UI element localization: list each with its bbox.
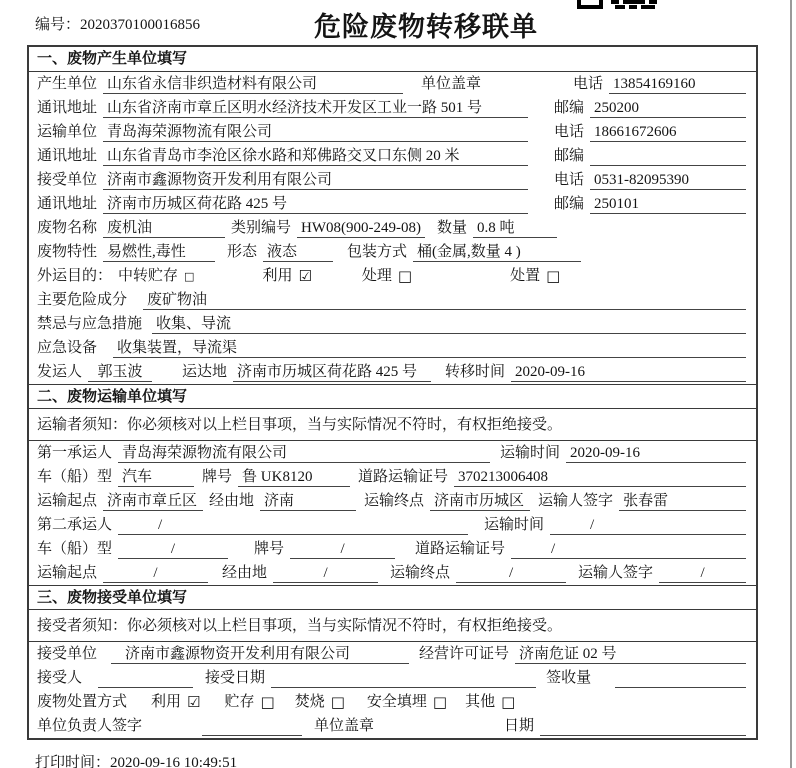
checkbox-unchecked-icon: □ [501, 693, 516, 711]
vehicle-type-label: 车（船）型 [37, 469, 113, 485]
row-waste-character [29, 240, 756, 264]
disposal-option-incinerate [295, 693, 345, 712]
row-producer-address [29, 96, 756, 120]
phone-value: 18661672606 [590, 123, 746, 142]
print-time-label: 打印时间： [35, 755, 111, 768]
option-label: 焚烧 [294, 694, 325, 710]
main-hazard-label: 主要危险成分 [37, 292, 128, 308]
end-label: 运输终点 [364, 493, 425, 509]
option-label: 处置 [510, 268, 541, 284]
unit-seal-label: 单位盖章 [314, 718, 375, 734]
row-receiver-address [29, 192, 756, 216]
disposal-method-label: 废物处置方式 [37, 694, 128, 710]
packing-label: 包装方式 [347, 244, 408, 260]
serial-value: 2020370100016856 [80, 17, 201, 33]
zip-value: 250101 [590, 195, 746, 214]
row-main-hazard [29, 288, 756, 312]
form-state-value: 液态 [263, 243, 333, 262]
section2-notice: 运输者须知：你必须核对以上栏目事项，当与实际情况不符时，有权拒绝接受。 [29, 409, 756, 441]
checkbox-unchecked-icon: □ [546, 267, 561, 285]
transporter-sign-value: 张春雷 [619, 492, 746, 511]
page-title: 危险废物转移联单 [314, 12, 538, 42]
checkbox-unchecked-icon: □ [260, 693, 275, 711]
address-value: 山东省济南市章丘区明水经济技术开发区工业一路 501 号 [103, 99, 528, 118]
receive-date-value [271, 669, 536, 688]
receive-unit-value: 济南市鑫源物资开发利用有限公司 [103, 171, 528, 190]
origin-value: 济南市章丘区 [103, 492, 203, 511]
row-receiver [29, 666, 756, 690]
second-carrier-value: / [118, 516, 468, 535]
outbound-purpose-label: 外运目的： [37, 268, 113, 284]
phone-value: 0531-82095390 [590, 171, 746, 190]
transport-unit-value: 青岛海荣源物流有限公司 [103, 123, 528, 142]
phone-label: 电话 [554, 124, 585, 140]
second-carrier-label: 第二承运人 [37, 517, 113, 533]
print-time-value: 2020-09-16 10:49:51 [110, 755, 238, 768]
waste-character-label: 废物特性 [37, 244, 98, 260]
option-label: 安全填埋 [366, 694, 427, 710]
receiver-value [98, 669, 193, 688]
produce-unit-label: 产生单位 [37, 76, 98, 92]
vehicle-type-value: / [118, 540, 228, 559]
category-no-label: 类别编号 [231, 220, 292, 236]
row-taboo-measures [29, 312, 756, 336]
date-label: 日期 [504, 718, 535, 734]
quantity-value: 0.8 吨 [473, 219, 557, 238]
plate-no-value: / [290, 540, 395, 559]
option-label: 贮存 [224, 694, 255, 710]
consignor-label: 发运人 [37, 364, 83, 380]
via-label: 经由地 [222, 565, 268, 581]
destination-value: 济南市历城区荷花路 425 号 [233, 363, 431, 382]
waste-character-value: 易燃性,毒性 [103, 243, 215, 262]
serial-label: 编号： [35, 17, 81, 33]
end-label: 运输终点 [390, 565, 451, 581]
row-transport-unit [29, 120, 756, 144]
plate-no-label: 牌号 [202, 469, 233, 485]
via-value: / [273, 564, 378, 583]
row-vehicle-2 [29, 537, 756, 561]
receive-unit-value: 济南市鑫源物资开发利用有限公司 [111, 645, 409, 664]
transporter-sign-label: 运输人签字 [538, 493, 614, 509]
option-label: 处理 [361, 268, 392, 284]
sign-quantity-value [615, 669, 746, 688]
phone-label: 电话 [573, 76, 604, 92]
first-carrier-value: 青岛海荣源物流有限公司 [118, 444, 490, 463]
transfer-time-value: 2020-09-16 [511, 363, 746, 382]
transfer-time-label: 转移时间 [445, 364, 506, 380]
transport-time-value: / [550, 516, 746, 535]
road-permit-value: 370213006408 [454, 468, 746, 487]
waste-name-label: 废物名称 [37, 220, 98, 236]
checkbox-checked-icon: ☑ [298, 267, 312, 285]
receiver-label: 接受人 [37, 670, 83, 686]
row-waste-name [29, 216, 756, 240]
section2-heading: 二、废物运输单位填写 [29, 384, 756, 409]
qr-code-fragment [577, 0, 657, 9]
address-label: 通讯地址 [37, 148, 98, 164]
end-value: / [456, 564, 566, 583]
zip-value [590, 147, 746, 166]
row-disposal-method [29, 690, 756, 714]
origin-label: 运输起点 [37, 493, 98, 509]
address-label: 通讯地址 [37, 196, 98, 212]
row-produce-unit [29, 72, 756, 96]
main-hazard-value: 废矿物油 [143, 291, 746, 310]
section3-notice: 接受者须知：你必须核对以上栏目事项，当与实际情况不符时，有权拒绝接受。 [29, 610, 756, 642]
row-second-carrier [29, 513, 756, 537]
phone-label: 电话 [554, 172, 585, 188]
emergency-equipment-value: 收集装置，导流渠 [113, 339, 746, 358]
via-value: 济南 [260, 492, 356, 511]
origin-label: 运输起点 [37, 565, 98, 581]
option-label: 利用 [151, 694, 182, 710]
road-permit-label: 道路运输证号 [415, 541, 506, 557]
transporter-sign-value: / [659, 564, 746, 583]
disposal-option-storage [224, 693, 274, 712]
origin-value: / [103, 564, 208, 583]
row-vehicle-1 [29, 465, 756, 489]
print-time-line [35, 751, 237, 768]
category-no-value: HW08(900-249-08) [297, 219, 425, 238]
row-head-signature [29, 714, 756, 738]
produce-unit-value: 山东省永信非织造材料有限公司 [103, 75, 403, 94]
option-label: 利用 [262, 268, 293, 284]
row-consignor [29, 360, 756, 384]
receive-date-label: 接受日期 [204, 670, 265, 686]
zip-label: 邮编 [554, 196, 585, 212]
packing-value: 桶(金属,数量 4 ) [413, 243, 581, 262]
disposal-option-landfill [367, 693, 447, 712]
first-carrier-label: 第一承运人 [37, 445, 113, 461]
vehicle-type-label: 车（船）型 [37, 541, 113, 557]
row-receive-unit [29, 168, 756, 192]
transport-time-label: 运输时间 [500, 445, 561, 461]
vehicle-type-value: 汽车 [118, 468, 194, 487]
transport-time-value: 2020-09-16 [566, 444, 746, 463]
row-outbound-purpose [29, 264, 756, 288]
row-route-1 [29, 489, 756, 513]
address-value: 济南市历城区荷花路 425 号 [103, 195, 528, 214]
transport-time-label: 运输时间 [484, 517, 545, 533]
license-value: 济南危证 02 号 [515, 645, 746, 664]
form-state-label: 形态 [227, 244, 258, 260]
row-transporter-address [29, 144, 756, 168]
receive-unit-label: 接受单位 [37, 172, 98, 188]
head-sign-value [202, 717, 302, 736]
destination-label: 运达地 [182, 364, 228, 380]
receive-unit-label: 接受单位 [37, 646, 98, 662]
option-label: 中转贮存 [118, 268, 179, 284]
disposal-option-utilize [151, 693, 200, 712]
section3-heading: 三、废物接受单位填写 [29, 585, 756, 610]
row-receive-unit-3 [29, 642, 756, 666]
sign-quantity-label: 签收量 [546, 670, 592, 686]
road-permit-value: / [511, 540, 746, 559]
taboo-value: 收集、导流 [152, 315, 746, 334]
zip-label: 邮编 [554, 100, 585, 116]
license-label: 经营许可证号 [419, 646, 510, 662]
taboo-label: 禁忌与应急措施 [37, 316, 143, 332]
unit-seal-label: 单位盖章 [421, 76, 482, 92]
scan-page-edge-line [790, 0, 792, 768]
manifest-form-table [27, 45, 758, 740]
plate-no-value: 鲁 UK8120 [238, 468, 350, 487]
transporter-sign-label: 运输人签字 [578, 565, 654, 581]
checkbox-unchecked-icon: □ [432, 693, 448, 711]
purpose-option-treat [362, 267, 412, 286]
checkbox-unchecked-icon: □ [397, 267, 413, 285]
checkbox-unchecked-icon: □ [330, 693, 345, 711]
checkbox-unchecked-icon: □ [184, 270, 195, 283]
transport-unit-label: 运输单位 [37, 124, 98, 140]
quantity-label: 数量 [437, 220, 468, 236]
purpose-option-transfer-storage [118, 267, 194, 286]
row-route-2 [29, 561, 756, 585]
head-sign-label: 单位负责人签字 [37, 718, 143, 734]
purpose-option-dispose [510, 267, 560, 286]
purpose-option-utilize [262, 267, 311, 286]
section1-heading: 一、废物产生单位填写 [29, 47, 756, 72]
phone-value: 13854169160 [609, 75, 746, 94]
end-value: 济南市历城区 [430, 492, 530, 511]
row-emergency-equipment [29, 336, 756, 360]
zip-value: 250200 [590, 99, 746, 118]
via-label: 经由地 [209, 493, 255, 509]
option-label: 其他 [465, 694, 496, 710]
checkbox-checked-icon: ☑ [187, 693, 201, 711]
address-label: 通讯地址 [37, 100, 98, 116]
disposal-option-other [465, 693, 515, 712]
road-permit-label: 道路运输证号 [358, 469, 449, 485]
address-value: 山东省青岛市李沧区徐水路和郑佛路交叉口东侧 20 米 [103, 147, 528, 166]
plate-no-label: 牌号 [254, 541, 285, 557]
zip-label: 邮编 [554, 148, 585, 164]
waste-name-value: 废机油 [103, 219, 225, 238]
consignor-value: 郭玉波 [88, 363, 152, 382]
emergency-equipment-label: 应急设备 [37, 340, 98, 356]
date-value [540, 717, 746, 736]
row-first-carrier [29, 441, 756, 465]
